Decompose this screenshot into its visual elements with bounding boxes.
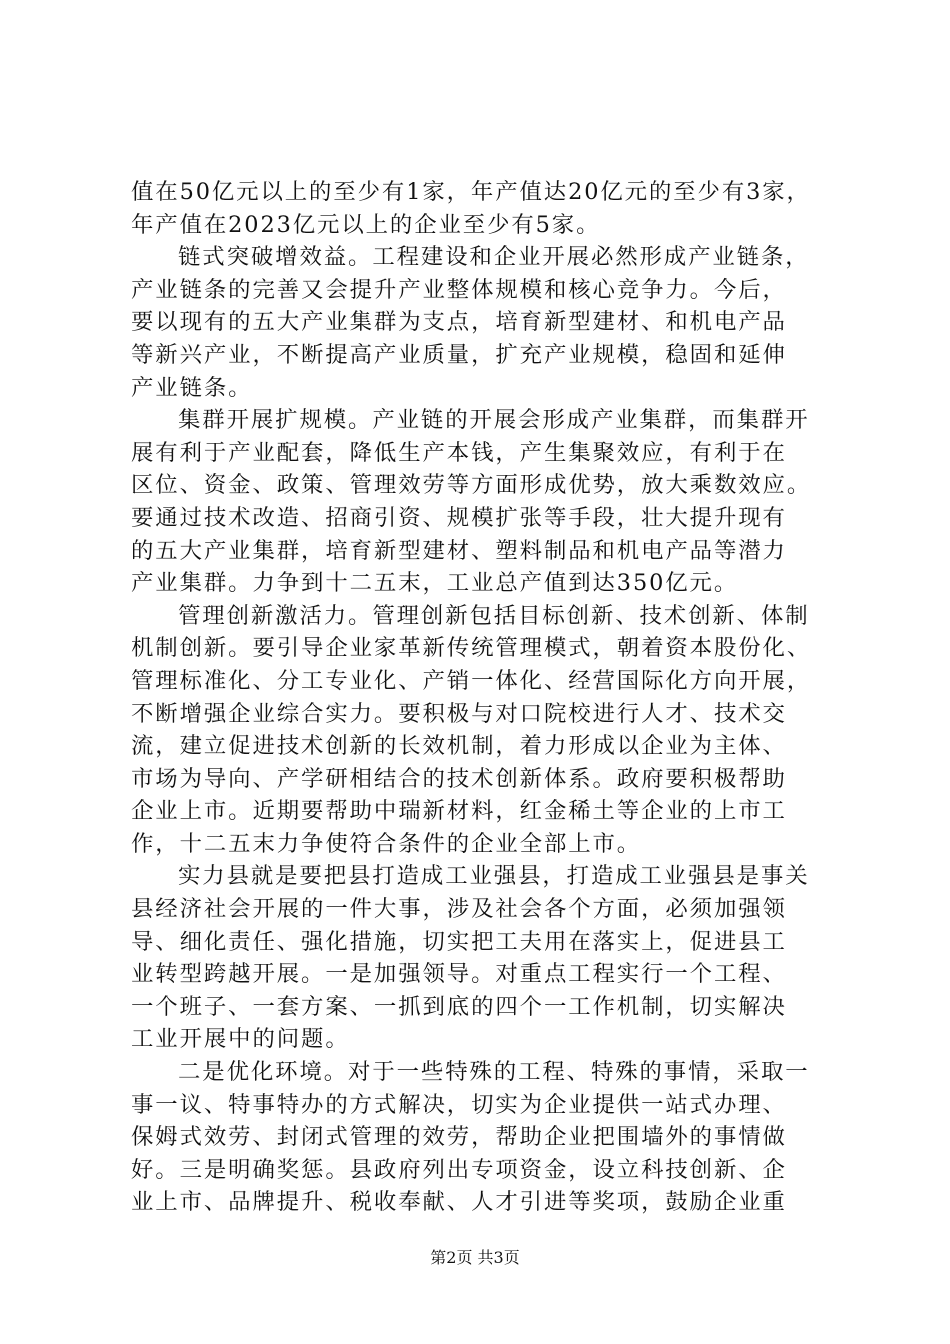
- text-line: 等新兴产业，不断提高产业质量，扩充产业规模，稳固和延伸: [131, 341, 787, 368]
- text-line: 产业链条。: [131, 374, 253, 401]
- text-line: 流，建立促进技术创新的长效机制，着力形成以企业为主体、: [131, 733, 787, 760]
- text-line: 的五大产业集群，培育新型建材、塑料制品和机电产品等潜力: [131, 537, 787, 564]
- paragraph-first-line: 集群开展扩规模。产业链的开展会形成产业集群，而集群开: [178, 407, 810, 434]
- paragraph-first-line: 管理创新激活力。管理创新包括目标创新、技术创新、体制: [178, 602, 810, 629]
- text-line: 企业上市。近期要帮助中瑞新材料，红金稀土等企业的上市工: [131, 798, 787, 825]
- text-line: 导、细化责任、强化措施，切实把工夫用在落实上，促进县工: [131, 928, 787, 955]
- text-line: 业转型跨越开展。一是加强领导。对重点工程实行一个工程、: [131, 961, 787, 988]
- text-line: 要通过技术改造、招商引资、规模扩张等手段，壮大提升现有: [131, 504, 787, 531]
- text-line: 不断增强企业综合实力。要积极与对口院校进行人才、技术交: [131, 700, 787, 727]
- paragraph-first-line: 链式突破增效益。工程建设和企业开展必然形成产业链条，: [178, 244, 810, 271]
- text-line: 要以现有的五大产业集群为支点，培育新型建材、和机电产品: [131, 309, 787, 336]
- text-line: 县经济社会开展的一件大事，涉及社会各个方面，必须加强领: [131, 896, 787, 923]
- text-line: 好。三是明确奖惩。县政府列出专项资金，设立科技创新、企: [131, 1156, 787, 1183]
- text-line: 保姆式效劳、封闭式管理的效劳，帮助企业把围墙外的事情做: [131, 1124, 787, 1151]
- document-body: [131, 176, 831, 1219]
- text-line: 年产值在2023亿元以上的企业至少有5家。: [131, 211, 601, 238]
- text-line: 产业集群。力争到十二五末，工业总产值到达350亿元。: [131, 570, 739, 597]
- text-line: 业上市、品牌提升、税收奉献、人才引进等奖项，鼓励企业重: [131, 1189, 787, 1216]
- text-line: 作，十二五末力争使符合条件的企业全部上市。: [131, 830, 642, 857]
- text-line: 一个班子、一套方案、一抓到底的四个一工作机制，切实解决: [131, 993, 787, 1020]
- text-line: 展有利于产业配套，降低生产本钱，产生集聚效应，有利于在: [131, 439, 787, 466]
- text-line: 工业开展中的问题。: [131, 1026, 350, 1053]
- paragraph-first-line: 二是优化环境。对于一些特殊的工程、特殊的事情，采取一: [178, 1059, 810, 1086]
- text-line: 管理标准化、分工专业化、产销一体化、经营国际化方向开展，: [131, 667, 812, 694]
- text-line: 事一议、特事特办的方式解决，切实为企业提供一站式办理、: [131, 1091, 787, 1118]
- text-line: 市场为导向、产学研相结合的技术创新体系。政府要积极帮助: [131, 765, 787, 792]
- text-line: 产业链条的完善又会提升产业整体规模和核心竞争力。今后，: [131, 276, 787, 303]
- text-line: 机制创新。要引导企业家革新传统管理模式，朝着资本股份化、: [131, 635, 812, 662]
- paragraph-first-line: 实力县就是要把县打造成工业强县，打造成工业强县是事关: [178, 863, 810, 890]
- page-number-footer: 第2页 共3页: [430, 1248, 520, 1267]
- text-line: 区位、资金、政策、管理效劳等方面形成优势，放大乘数效应。: [131, 472, 812, 499]
- text-line: 值在50亿元以上的至少有1家，年产值达20亿元的至少有3家，: [131, 179, 811, 205]
